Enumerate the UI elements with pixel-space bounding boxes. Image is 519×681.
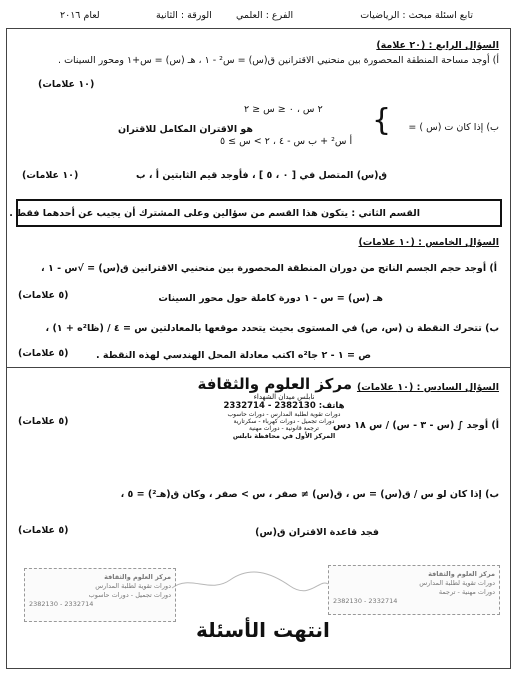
section-two-box <box>9 199 502 227</box>
q6-part-b: ب) إذا كان لو س / ق(س) = س ، ق(س) ≠ صفر ، س > صفر ، وكان ق(هـ²) = ٥ ، <box>120 489 499 500</box>
q6-title: السؤال السادس : (١٠ علامات) <box>356 382 499 393</box>
header-branch: الفرع : العلمي <box>236 10 294 21</box>
stamp-right <box>328 565 500 615</box>
center-line-1: دورات تقوية لطلبة المدارس - دورات حاسوب <box>227 411 341 418</box>
stamp-right-line-2: دورات تقوية لطلبة المدارس <box>419 579 495 587</box>
q4-part-b-continuation: ق(س) المتصل في [ ٠ ، ٥ ] ، فأوجد قيم الثابتين أ ، ب <box>135 170 387 181</box>
end-of-questions: انتهت الأسئلة <box>196 618 330 642</box>
q4-piece-2: أ س² + ب س - ٤ ، ٢ > س ≥ ٥ <box>220 136 353 147</box>
q5-part-b: ب) تتحرك النقطة ن (س، ص) في المستوى بحيث يتحدد موقعها بالمعادلتين س = ٤ / (ظا²ه + ١) ، <box>45 323 499 334</box>
stamp-left-line-1: مركز العلوم والثقافة <box>104 573 171 581</box>
section-two-text: القسم الثاني : يتكون هذا القسم من سؤالين وعلى المشترك أن يجيب عن أحدهما فقط . <box>9 208 420 219</box>
piecewise-brace: { <box>372 103 392 138</box>
q4-title: السؤال الرابع : (٢٠ علامة) <box>376 40 499 51</box>
q5-part-b-marks: (٥ علامات) <box>18 348 69 359</box>
q5-part-a: أ) أوجد حجم الجسم الناتج من دوران المنطقة المحصورة بين منحنيي الاقترانين ق(س) = √س - ١ ، <box>41 263 497 274</box>
divider-q6 <box>6 367 511 368</box>
stamp-right-line-4: 2382130 - 2332714 <box>333 597 398 605</box>
page-header <box>6 6 513 26</box>
stamp-right-line-1: مركز العلوم والثقافة <box>428 570 495 578</box>
header-subject: تابع اسئلة مبحث : الرياضيات <box>360 10 473 21</box>
center-line-3: ترجمة قانونية - دورات مهنية <box>249 425 319 432</box>
stamp-left <box>24 568 176 622</box>
stamp-left-line-4: 2382130 - 2332714 <box>29 600 94 608</box>
stamp-left-line-3: دورات تجميل - دورات حاسوب <box>88 591 171 599</box>
center-line-2: دورات تجميل - دورات كهرباء - سكرتارية <box>233 418 335 425</box>
center-line-4: المركز الأول في محافظة نابلس <box>232 432 336 440</box>
q6-part-a: أ) أوجد ∫ (س - ٣ - س) / س ١٨ دس <box>332 420 499 431</box>
q6-part-a-marks: (٥ علامات) <box>18 416 69 427</box>
q4-part-b-prefix: ب) إذا كان ت (س ) = <box>408 122 499 133</box>
q4-part-b-marks: (١٠ علامات) <box>22 170 79 181</box>
stamp-right-line-3: دورات مهنية - ترجمة <box>438 588 495 596</box>
center-name: مركز العلوم والثقافة <box>197 375 352 393</box>
stamp-left-line-2: دورات تقوية لطلبة المدارس <box>95 582 171 590</box>
q4-part-b-right: هو الاقتران المكامل للاقتران <box>118 124 253 135</box>
q5-part-b-line2: ص = ١ - ٢ جا²ه اكتب معادلة المحل الهندسي لهذه النقطة . <box>96 350 371 361</box>
q6-part-b-line2: فجد قاعدة الاقتران ق(س) <box>255 527 379 538</box>
q5-part-a-line2: هـ (س) = س - ١ دورة كاملة حول محور السينات <box>158 293 383 304</box>
q6-part-b-marks: (٥ علامات) <box>18 525 69 536</box>
q4-part-a: أ) أوجد مساحة المنطقة المحصورة بين منحنيي الاقترانين ق(س) = س² - ١ ، هـ (س) = س+١ ومحور السينات . <box>58 55 499 66</box>
q4-part-a-marks: (١٠ علامات) <box>38 79 95 90</box>
q5-title: السؤال الخامس : (١٠ علامات) <box>358 237 499 248</box>
q5-part-a-marks: (٥ علامات) <box>18 290 69 301</box>
header-year: لعام ٢٠١٦ <box>60 10 100 21</box>
center-logo <box>197 375 352 451</box>
signature-scribble <box>170 568 330 598</box>
header-paper: الورقة : الثانية <box>156 10 212 21</box>
center-phone: هاتف: 2382130 - 2332714 <box>223 401 345 411</box>
center-address: نابلس ميدان الشهداء <box>253 393 315 401</box>
q4-piece-1: ٢ س ، ٠ ≤ س ≤ ٢ <box>244 104 323 115</box>
